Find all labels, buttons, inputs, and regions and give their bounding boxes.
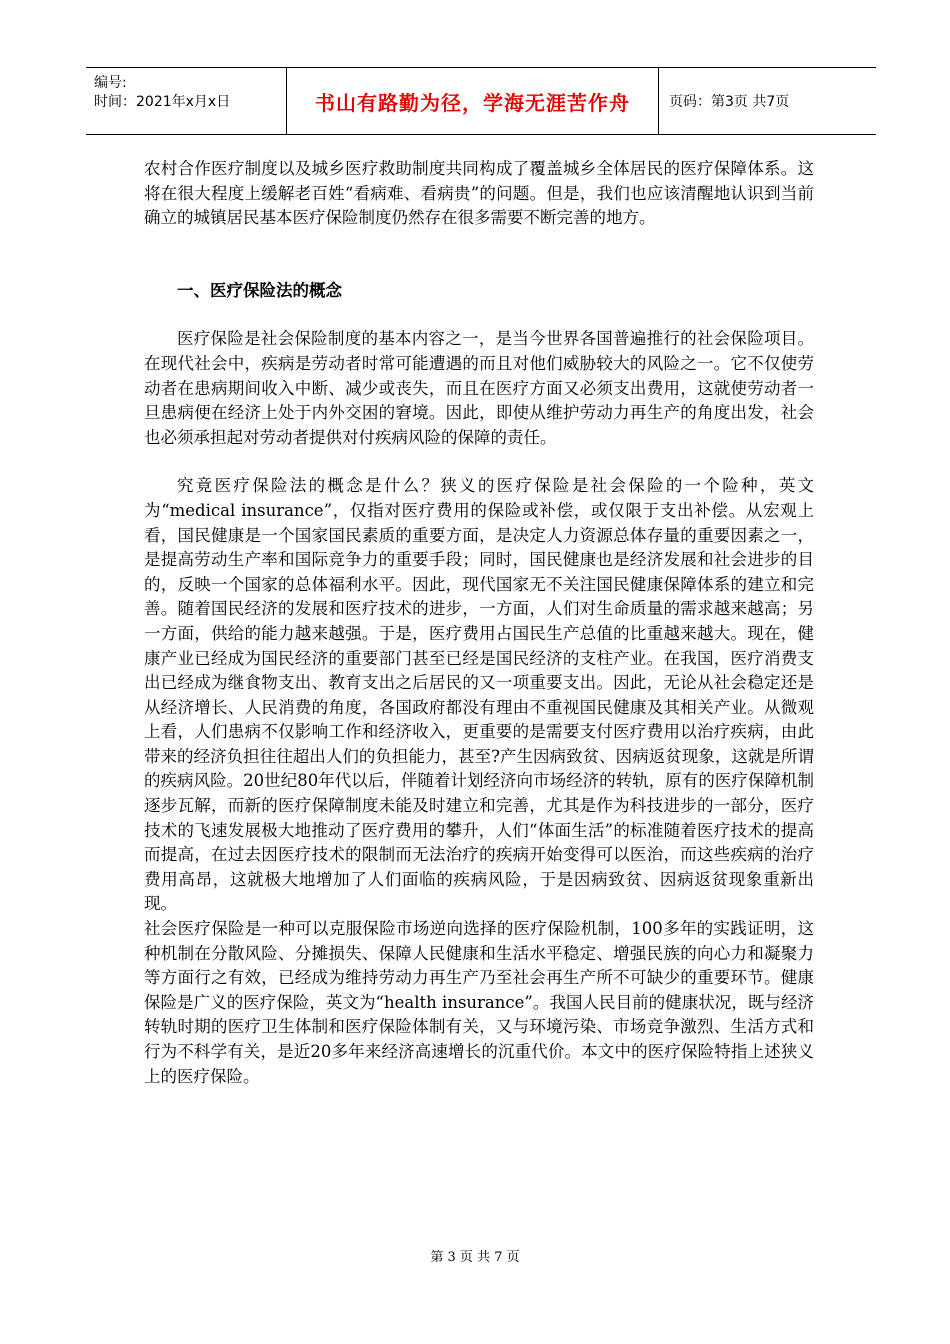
header-info — [86, 68, 286, 134]
page-footer: 第 3 页 共 7 页 — [430, 1250, 520, 1265]
header-motto: 书山有路勤为径，学海无涯苦作舟 — [286, 68, 659, 134]
document-number-label: 编号: — [94, 75, 127, 91]
section-heading: 一、医疗保险法的概念 — [177, 280, 342, 300]
header-page-number: 页码：第3页 共7页 — [669, 94, 790, 110]
document-body — [144, 157, 814, 1089]
paragraph: 社会医疗保险是一种可以克服保险市场逆向选择的医疗保险机制，100多年的实践证明，这种机制在分散风险、分摊损失、保障人民健康和生活水平稳定、增强民族的向心力和凝聚力等方面行之有效，已经成为维持劳动力再生产乃至社会再生产所不可缺少的重要环节。健康保险是广义的医疗保险，英文为“health insurance”。我国人民目前的健康状况，既与经济转轨时期的医疗卫生体制和医疗保险体制有关，又与环境污染、市场竞争激烈、生活方式和行为不科学有关，是近20多年来经济高速增长的沉重代价。本文中的医疗保险特指上述狭义上的医疗保险。 — [144, 919, 814, 1086]
paragraph: 农村合作医疗制度以及城乡医疗救助制度共同构成了覆盖城乡全体居民的医疗保障体系。这将在很大程度上缓解老百姓“看病难、看病贵”的问题。但是，我们也应该清醒地认识到当前确立的城镇居民基本医疗保险制度仍然存在很多需要不断完善的地方。 — [144, 159, 814, 228]
page-header — [86, 67, 876, 135]
paragraph: 医疗保险是社会保险制度的基本内容之一，是当今世界各国普遍推行的社会保险项目。在现代社会中，疾病是劳动者时常可能遭遇的而且对他们威胁较大的风险之一。它不仅使劳动者在患病期间收入中断、减少或丧失，而且在医疗方面又必须支出费用，这就使劳动者一旦患病便在经济上处于内外交困的窘境。因此，即使从维护劳动力再生产的角度出发，社会也必须承担起对劳动者提供对付疾病风险的保障的责任。 — [144, 329, 814, 447]
paragraph: 究竟医疗保险法的概念是什么？狭义的医疗保险是社会保险的一个险种，英文为“medical insurance”，仅指对医疗费用的保险或补偿，或仅限于支出补偿。从宏观上看，国民健康是一个国家国民素质的重要方面，是决定人力资源总体存量的重要因素之一，是提高劳动生产率和国际竞争力的重要手段；同时，国民健康也是经济发展和社会进步的目的，反映一个国家的总体福利水平。因此，现代国家无不关注国民健康保障体系的建立和完善。随着国民经济的发展和医疗技术的进步，一方面，人们对生命质量的需求越来越高；另一方面，供给的能力越来越强。于是，医疗费用占国民生产总值的比重越来越大。现在，健康产业已经成为国民经济的重要部门甚至已经是国民经济的支柱产业。在我国，医疗消费支出已经成为继食物支出、教育支出之后居民的又一项重要支出。因此，无论从社会稳定还是从经济增长、人民消费的角度，各国政府都没有理由不重视国民健康及其相关产业。从微观上看，人们患病不仅影响工作和经济收入，更重要的是需要支付医疗费用以治疗疾病，由此带来的经济负担往往超出人们的负担能力，甚至?产生因病致贫、因病返贫现象，这就是所谓的疾病风险。20世纪80年代以后，伴随着计划经济向市场经济的转轨，原有的医疗保障机制逐步瓦解，而新的医疗保障制度未能及时建立和完善，尤其是作为科技进步的一部分，医疗技术的飞速发展极大地推动了医疗费用的攀升，人们“体面生活”的标准随着医疗技术的提高而提高，在过去因医疗技术的限制而无法治疗的疾病开始变得可以医治，而这些疾病的治疗费用高昂，这就极大地增加了人们面临的疾病风险，于是因病致贫、因病返贫现象重新出现。 — [144, 476, 814, 914]
document-date-label: 时间：2021年x月x日 — [94, 94, 231, 110]
